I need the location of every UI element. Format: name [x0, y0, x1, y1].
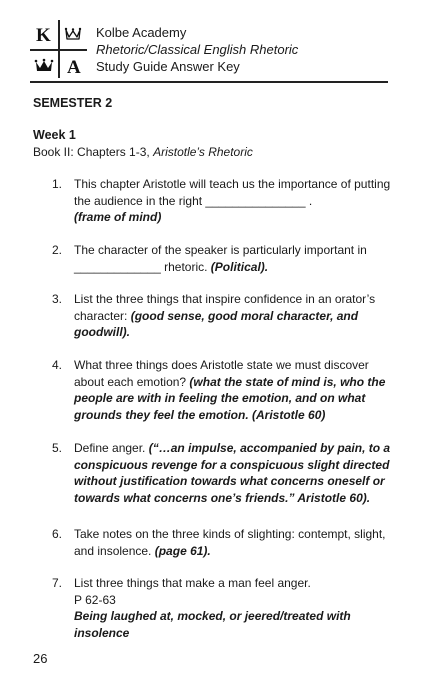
book-prefix: Book II: Chapters 1-3,	[33, 145, 154, 159]
crown-filled-icon	[34, 58, 54, 73]
page-number: 26	[33, 651, 48, 666]
question-answer: (Political).	[210, 259, 269, 274]
logo-divider-horizontal	[30, 49, 87, 51]
question-answer: (page 61).	[154, 543, 211, 558]
question-answer: (good sense, good moral character, and goodwill).	[74, 308, 359, 339]
week-heading: Week 1	[33, 128, 76, 142]
crown-outline-icon	[64, 26, 82, 41]
book-reference	[33, 145, 253, 159]
question-number: 1.	[52, 177, 63, 191]
question-answer: (what the state of mind is, who the people are with in feeling the emotion, and on what grounds they feel the emotion. (Aristotle 60)	[74, 374, 386, 422]
header-rule	[30, 81, 388, 83]
semester-heading: SEMESTER 2	[33, 96, 113, 110]
question-text: Take notes on the three kinds of slighting: contempt, slight, and insolence.	[74, 527, 386, 558]
document-header	[96, 24, 298, 75]
question-text: Define anger.	[74, 441, 149, 455]
question-text: This chapter Aristotle will teach us the importance of putting the audience in the right _______________ .	[74, 177, 391, 208]
question-text: What three things does Aristotle state we must discover about each emotion?	[74, 358, 369, 389]
question-number: 6.	[52, 527, 63, 541]
logo-letter-a: A	[67, 57, 81, 78]
book-title: Aristotle’s Rhetoric	[153, 145, 253, 159]
question-number: 7.	[52, 576, 63, 590]
question-answer: Being laughed at, mocked, or jeered/treated with insolence	[74, 609, 351, 640]
question-text: List the three things that inspire confidence in an orator’s character:	[74, 292, 376, 323]
question-number: 5.	[52, 441, 63, 455]
question-answer: (frame of mind)	[74, 210, 162, 224]
kolbe-academy-logo	[30, 20, 87, 78]
logo-letter-k: K	[36, 25, 51, 46]
question-text: The character of the speaker is particularly important in _____________ rhetoric.	[74, 243, 367, 274]
header-school: Kolbe Academy	[96, 25, 187, 40]
question-number: 2.	[52, 243, 63, 257]
header-doc-type: Study Guide Answer Key	[96, 59, 240, 74]
question-text: List three things that make a man feel anger. P 62-63	[74, 576, 311, 607]
question-number: 4.	[52, 358, 63, 372]
question-number: 3.	[52, 292, 63, 306]
header-course: Rhetoric/Classical English Rhetoric	[96, 42, 299, 57]
question-answer: (“…an impulse, accompanied by pain, to a conspicuous revenge for a conspicuous slight directed without justification towards what concerns oneself or towards what concerns one’s friends.” Aristotle 60).	[74, 441, 391, 505]
